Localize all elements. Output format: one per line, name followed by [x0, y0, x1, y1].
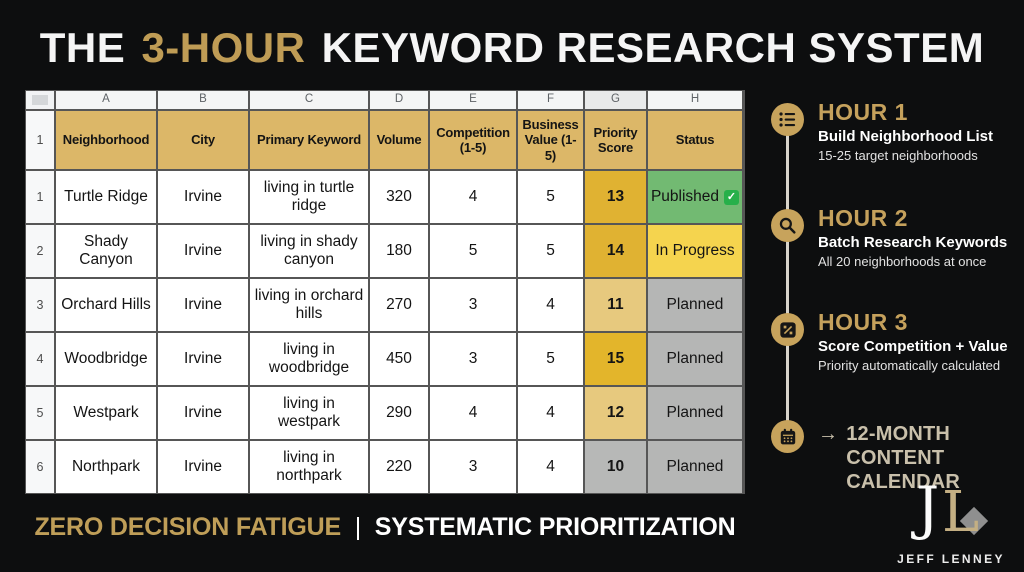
monogram-l: L — [942, 480, 980, 545]
jl-monogram-icon — [892, 474, 1010, 549]
hour-3-title: HOUR 3 — [818, 309, 908, 335]
cell-competition[interactable]: 3 — [430, 279, 516, 331]
check-icon — [724, 190, 739, 205]
hour-1-subtitle: Build Neighborhood List — [818, 128, 993, 146]
title-post: KEYWORD RESEARCH SYSTEM — [321, 24, 985, 71]
cell-priority-score[interactable]: 13 — [585, 171, 646, 223]
header-priority-score[interactable]: Priority Score — [585, 111, 646, 169]
cell-city[interactable]: Irvine — [158, 387, 248, 439]
cell-status[interactable]: Planned — [648, 279, 742, 331]
cell-city[interactable]: Irvine — [158, 279, 248, 331]
cell-neighborhood[interactable]: Shady Canyon — [56, 225, 156, 277]
title-pre: THE — [39, 24, 126, 71]
cell-keyword[interactable]: living in shady canyon — [250, 225, 368, 277]
cell-business-value[interactable]: 5 — [518, 333, 583, 385]
cell-city[interactable]: Irvine — [158, 225, 248, 277]
cell-business-value[interactable]: 4 — [518, 387, 583, 439]
cell-neighborhood[interactable]: Northpark — [56, 441, 156, 493]
column-letter-f[interactable]: F — [518, 91, 583, 109]
header-city[interactable]: City — [158, 111, 248, 169]
monogram-j: J — [916, 474, 940, 542]
cell-priority-score[interactable]: 10 — [585, 441, 646, 493]
cell-competition[interactable]: 5 — [430, 225, 516, 277]
brand-logo — [892, 474, 1010, 566]
cell-keyword[interactable]: living in northpark — [250, 441, 368, 493]
row-number[interactable]: 5 — [26, 387, 54, 439]
header-neighborhood[interactable]: Neighborhood — [56, 111, 156, 169]
row-number[interactable]: 2 — [26, 225, 54, 277]
outcome-label: 12-MONTH CONTENT CALENDAR — [846, 423, 961, 493]
column-letter-a[interactable]: A — [56, 91, 156, 109]
cell-business-value[interactable]: 5 — [518, 225, 583, 277]
header-competition[interactable]: Competition (1-5) — [430, 111, 516, 169]
cell-status[interactable]: Planned — [648, 387, 742, 439]
arrow-right-icon: → — [818, 423, 839, 445]
cell-city[interactable]: Irvine — [158, 441, 248, 493]
calendar-icon — [771, 420, 804, 453]
footer-text: SYSTEMATIC PRIORITIZATION — [374, 513, 736, 541]
spreadsheet — [25, 90, 745, 494]
cell-business-value[interactable]: 5 — [518, 171, 583, 223]
status-label: Published — [650, 187, 720, 205]
row-number[interactable]: 3 — [26, 279, 54, 331]
cell-volume[interactable]: 290 — [370, 387, 428, 439]
cell-city[interactable]: Irvine — [158, 171, 248, 223]
cell-volume[interactable]: 180 — [370, 225, 428, 277]
title-highlight: 3-HOUR — [141, 24, 306, 71]
header-status[interactable]: Status — [648, 111, 742, 169]
cell-priority-score[interactable]: 15 — [585, 333, 646, 385]
search-icon — [771, 209, 804, 242]
cell-competition[interactable]: 4 — [430, 171, 516, 223]
row-number[interactable]: 6 — [26, 441, 54, 493]
hour-3-detail: Priority automatically calculated — [818, 358, 1001, 374]
cell-competition[interactable]: 3 — [430, 441, 516, 493]
header-volume[interactable]: Volume — [370, 111, 428, 169]
timeline-item-hour-1 — [771, 99, 1016, 164]
cell-neighborhood[interactable]: Woodbridge — [56, 333, 156, 385]
column-letter-h[interactable]: H — [648, 91, 742, 109]
hour-1-title: HOUR 1 — [818, 99, 908, 125]
column-letter-c[interactable]: C — [250, 91, 368, 109]
cell-neighborhood[interactable]: Turtle Ridge — [56, 171, 156, 223]
sheet-corner[interactable] — [26, 91, 54, 109]
cell-neighborhood[interactable]: Westpark — [56, 387, 156, 439]
cell-volume[interactable]: 270 — [370, 279, 428, 331]
cell-competition[interactable]: 3 — [430, 333, 516, 385]
row-number[interactable]: 1 — [26, 111, 54, 169]
corner-box — [32, 95, 48, 105]
header-business-value[interactable]: Business Value (1-5) — [518, 111, 583, 169]
timeline-item-hour-3 — [771, 309, 1016, 374]
column-letter-d[interactable]: D — [370, 91, 428, 109]
hour-2-title: HOUR 2 — [818, 205, 908, 231]
cell-keyword[interactable]: living in westpark — [250, 387, 368, 439]
cell-priority-score[interactable]: 14 — [585, 225, 646, 277]
cell-status[interactable]: Planned — [648, 441, 742, 493]
column-letter-b[interactable]: B — [158, 91, 248, 109]
column-letter-e[interactable]: E — [430, 91, 516, 109]
cell-neighborhood[interactable]: Orchard Hills — [56, 279, 156, 331]
header-primary-keyword[interactable]: Primary Keyword — [250, 111, 368, 169]
cell-city[interactable]: Irvine — [158, 333, 248, 385]
hour-1-detail: 15-25 target neighborhoods — [818, 148, 978, 164]
page-title — [0, 24, 1024, 72]
column-letter-g[interactable]: G — [585, 91, 646, 109]
cell-priority-score[interactable]: 11 — [585, 279, 646, 331]
hour-3-subtitle: Score Competition + Value — [818, 338, 1008, 356]
cell-volume[interactable]: 220 — [370, 441, 428, 493]
cell-status[interactable]: Planned — [648, 333, 742, 385]
hour-2-subtitle: Batch Research Keywords — [818, 234, 1008, 252]
row-number[interactable]: 1 — [26, 171, 54, 223]
footer-tagline — [10, 513, 760, 542]
cell-keyword[interactable]: living in turtle ridge — [250, 171, 368, 223]
cell-business-value[interactable]: 4 — [518, 279, 583, 331]
row-number[interactable]: 4 — [26, 333, 54, 385]
hour-2-detail: All 20 neighborhoods at once — [818, 254, 987, 270]
cell-status[interactable] — [648, 171, 742, 223]
brand-name: JEFF LENNEY — [897, 552, 1005, 566]
cell-volume[interactable]: 450 — [370, 333, 428, 385]
cell-keyword[interactable]: living in orchard hills — [250, 279, 368, 331]
list-icon — [771, 103, 804, 136]
timeline-item-hour-2 — [771, 205, 1016, 270]
cell-keyword[interactable]: living in woodbridge — [250, 333, 368, 385]
timeline-connector-line — [786, 122, 789, 440]
cell-volume[interactable]: 320 — [370, 171, 428, 223]
cell-status[interactable]: In Progress — [648, 225, 742, 277]
cell-business-value[interactable]: 4 — [518, 441, 583, 493]
footer-separator: | — [354, 513, 362, 541]
footer-highlight: ZERO DECISION FATIGUE — [34, 513, 341, 541]
cell-priority-score[interactable]: 12 — [585, 387, 646, 439]
percent-icon — [771, 313, 804, 346]
cell-competition[interactable]: 4 — [430, 387, 516, 439]
